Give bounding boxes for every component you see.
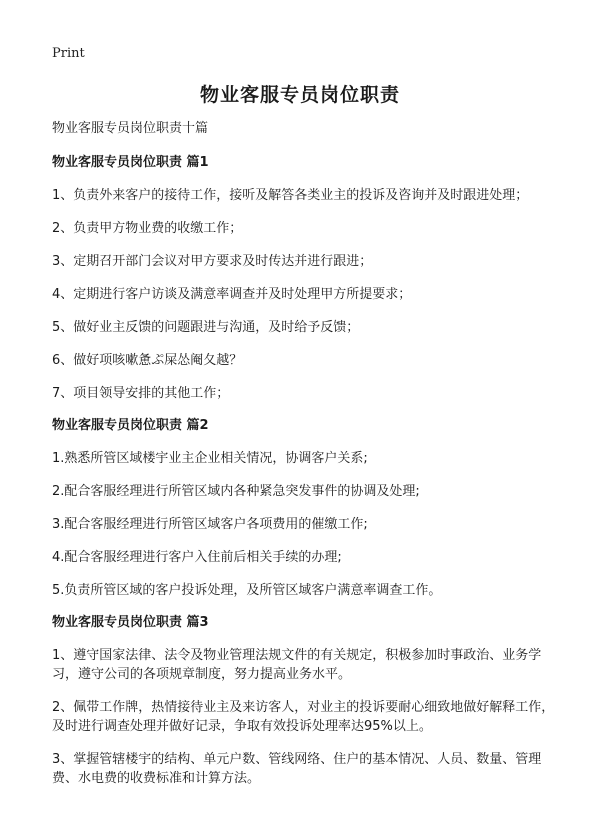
print-link[interactable]: Print — [52, 46, 85, 61]
list-item: 4、定期进行客户访谈及满意率调查并及时处理甲方所提要求； — [52, 287, 412, 302]
section-3 — [52, 614, 556, 788]
section-heading: 物业客服专员岗位职责 篇2 — [52, 418, 209, 433]
list-item: 2、负责甲方物业费的收缴工作； — [52, 221, 243, 236]
list-item: 2、佩带工作牌，热情接待业主及来访客人，对业主的投诉要耐心细致地做好解释工作，及时进行调查处理并做好记录，争取有效投诉处理率达95%以上。 — [52, 700, 555, 734]
list-item: 3、掌握管辖楼宇的结构、单元户数、管线网络、住户的基本情况、人员、数量、管理费、水电费的收费标准和计算方法。 — [52, 752, 542, 786]
list-item: 5.负责所管区域的客户投诉处理，及所管区域客户满意率调查工作。 — [52, 583, 442, 598]
list-item: 2.配合客服经理进行所管区域内各种紧急突发事件的协调及处理; — [52, 484, 420, 499]
page-title: 物业客服专员岗位职责 — [199, 84, 400, 106]
document-body — [52, 120, 556, 802]
list-item: 1、负责外来客户的接待工作，接听及解答各类业主的投诉及咨询并及时跟进处理； — [52, 188, 529, 203]
list-item: 1、遵守国家法律、法令及物业管理法规文件的有关规定，积极参加时事政治、业务学习，遵守公司的各项规章制度，努力提高业务水平。 — [52, 648, 542, 682]
section-1 — [52, 154, 556, 403]
list-item: 3、定期召开部门会议对甲方要求及时传达并进行跟进； — [52, 254, 373, 269]
list-item: 6、做好项咳嗽惫ぷ屎怂阉夂越？ — [52, 353, 243, 368]
list-item: 5、做好业主反馈的问题跟进与沟通，及时给予反馈； — [52, 320, 360, 335]
list-item: 7、项目领导安排的其他工作； — [52, 386, 230, 401]
section-heading: 物业客服专员岗位职责 篇1 — [52, 155, 209, 170]
section-2 — [52, 417, 556, 600]
list-item: 4.配合客服经理进行客户入住前后相关手续的办理; — [52, 550, 342, 565]
list-item: 3.配合客服经理进行所管区域客户各项费用的催缴工作; — [52, 517, 368, 532]
section-heading: 物业客服专员岗位职责 篇3 — [52, 615, 209, 630]
document-subtitle: 物业客服专员岗位职责十篇 — [52, 121, 209, 136]
list-item: 1.熟悉所管区域楼宇业主企业相关情况，协调客户关系; — [52, 451, 368, 466]
